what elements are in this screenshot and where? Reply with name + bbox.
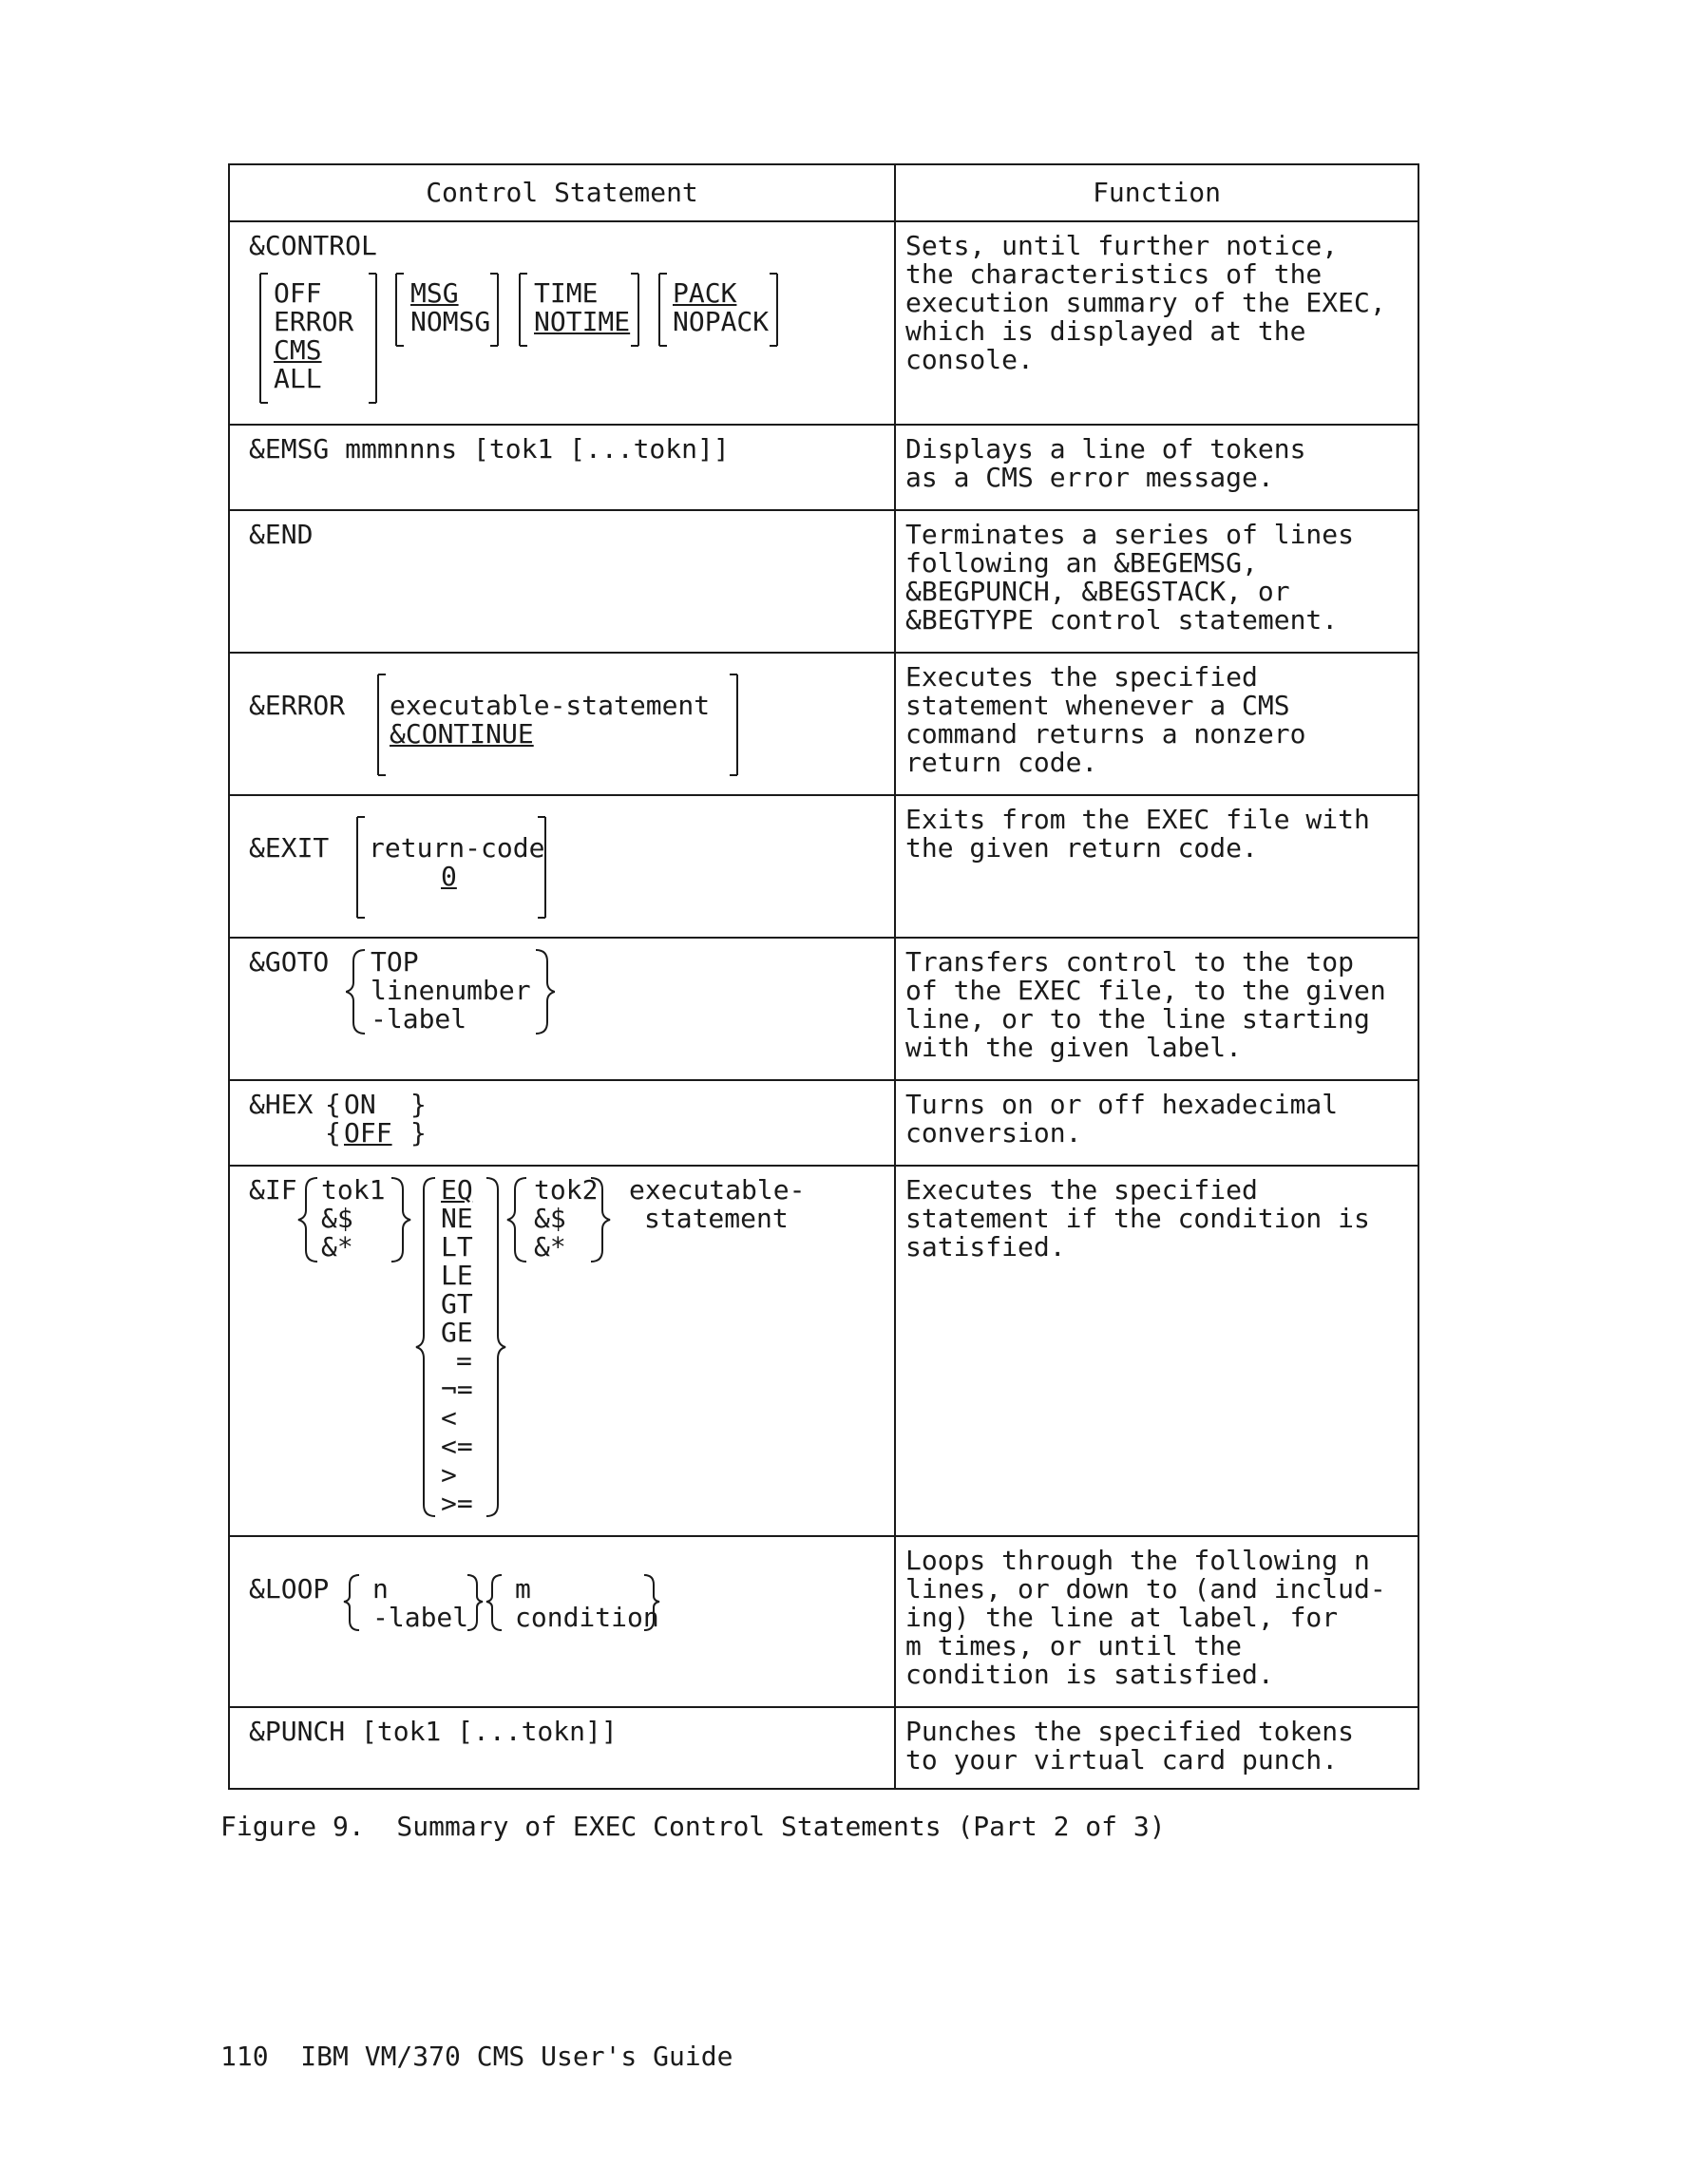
action-line: executable-	[629, 1174, 806, 1206]
operator-less-equal: <=	[441, 1431, 473, 1462]
option-return-code: return-code	[369, 832, 545, 864]
close-brace: }	[410, 1117, 427, 1149]
function-line: Punches the specified tokens	[905, 1716, 1355, 1747]
statement-emsg: &EMSG mmmnnns [tok1 [...tokn]]	[249, 433, 730, 465]
function-line: m times, or until the	[905, 1630, 1243, 1662]
operand-amp-star: &*	[534, 1231, 566, 1263]
function-line: to your virtual card punch.	[905, 1744, 1339, 1776]
function-line: of the EXEC file, to the given	[905, 975, 1386, 1006]
function-line: console.	[905, 344, 1034, 375]
function-line: &BEGPUNCH, &BEGSTACK, or	[905, 576, 1290, 607]
operand-amp-star: &*	[321, 1231, 353, 1263]
option-on: ON	[344, 1089, 376, 1120]
control-statement-cell	[230, 939, 896, 1079]
option-cms: CMS	[274, 334, 322, 366]
close-brace: }	[410, 1089, 427, 1120]
control-statement-cell	[230, 511, 896, 652]
table-row-error	[230, 654, 1418, 796]
keyword-if: &IF	[249, 1174, 297, 1206]
operator-ge: GE	[441, 1317, 473, 1348]
function-line: lines, or down to (and includ-	[905, 1573, 1386, 1605]
header-function: Function	[1093, 177, 1221, 208]
operator-less: <	[441, 1402, 457, 1434]
control-statement-cell	[230, 796, 896, 937]
operator-greater-equal: >=	[441, 1488, 473, 1519]
function-cell	[896, 1537, 1418, 1706]
table-row-goto	[230, 939, 1418, 1081]
function-line: &BEGTYPE control statement.	[905, 604, 1339, 636]
action-line: statement	[644, 1203, 789, 1234]
control-statement-cell	[230, 1081, 896, 1165]
operand-amp-dollar: &$	[321, 1203, 353, 1234]
function-line: Sets, until further notice,	[905, 230, 1339, 261]
control-statement-cell	[230, 1708, 896, 1788]
function-line: command returns a nonzero	[905, 718, 1306, 750]
option-notime: NOTIME	[534, 306, 631, 337]
option-condition: condition	[515, 1602, 659, 1633]
table-row-control	[230, 222, 1418, 426]
function-cell	[896, 1081, 1418, 1165]
option-zero: 0	[441, 861, 457, 892]
keyword-error: &ERROR	[249, 690, 346, 721]
operator-greater: >	[441, 1459, 457, 1491]
function-cell	[896, 939, 1418, 1079]
keyword-loop: &LOOP	[249, 1573, 330, 1605]
option-linenumber: linenumber	[371, 975, 531, 1006]
function-line: which is displayed at the	[905, 315, 1306, 347]
function-line: Executes the specified	[905, 661, 1258, 693]
table-row-punch	[230, 1708, 1418, 1788]
statement-punch: &PUNCH [tok1 [...tokn]]	[249, 1716, 618, 1747]
function-line: Exits from the EXEC file with	[905, 804, 1370, 835]
keyword-control: &CONTROL	[249, 230, 377, 261]
function-line: Transfers control to the top	[905, 946, 1355, 978]
option-executable-statement: executable-statement	[390, 690, 711, 721]
table-row-end	[230, 511, 1418, 654]
function-cell	[896, 1167, 1418, 1535]
operand-amp-dollar: &$	[534, 1203, 566, 1234]
option-all: ALL	[274, 363, 322, 394]
option-nomsg: NOMSG	[410, 306, 491, 337]
function-line: the given return code.	[905, 832, 1258, 864]
table-row-exit	[230, 796, 1418, 939]
option-continue: &CONTINUE	[390, 718, 534, 750]
operand-tok1: tok1	[321, 1174, 386, 1206]
operator-ne: NE	[441, 1203, 473, 1234]
table-row-if	[230, 1167, 1418, 1537]
operator-equal: =	[456, 1345, 472, 1377]
function-line: Executes the specified	[905, 1174, 1258, 1206]
function-line: return code.	[905, 747, 1098, 778]
function-line: statement if the condition is	[905, 1203, 1370, 1234]
option-m: m	[515, 1573, 531, 1605]
keyword-hex: &HEX	[249, 1089, 314, 1120]
option-label: -label	[371, 1003, 467, 1035]
function-line: the characteristics of the	[905, 258, 1323, 290]
control-statement-cell	[230, 426, 896, 509]
option-off: OFF	[344, 1117, 392, 1149]
operator-lt: LT	[441, 1231, 473, 1263]
option-label: -label	[372, 1602, 469, 1633]
table-row-emsg	[230, 426, 1418, 511]
keyword-exit: &EXIT	[249, 832, 330, 864]
option-time: TIME	[534, 277, 599, 309]
table-header	[230, 165, 1418, 222]
function-line: Loops through the following n	[905, 1545, 1370, 1576]
function-line: as a CMS error message.	[905, 462, 1274, 493]
function-line: statement whenever a CMS	[905, 690, 1290, 721]
control-statement-table	[228, 163, 1419, 1790]
function-line: with the given label.	[905, 1032, 1243, 1063]
open-brace: {	[325, 1117, 341, 1149]
function-line: conversion.	[905, 1117, 1082, 1149]
option-pack: PACK	[673, 277, 737, 309]
function-line: satisfied.	[905, 1231, 1066, 1263]
operator-eq: EQ	[441, 1174, 473, 1206]
function-line: ing) the line at label, for	[905, 1602, 1339, 1633]
header-control-statement: Control Statement	[230, 165, 896, 220]
figure-caption: Figure 9. Summary of EXEC Control Statements (Part 2 of 3)	[220, 1811, 1166, 1842]
keyword-goto: &GOTO	[249, 946, 330, 978]
page-footer: 110 IBM VM/370 CMS User's Guide	[220, 2041, 733, 2072]
option-nopack: NOPACK	[673, 306, 770, 337]
control-statement-cell	[230, 1537, 896, 1706]
option-error: ERROR	[274, 306, 354, 337]
operator-not-equal: ¬=	[441, 1374, 473, 1405]
table-row-hex	[230, 1081, 1418, 1167]
keyword-end: &END	[249, 519, 314, 550]
function-cell	[896, 654, 1418, 794]
function-line: line, or to the line starting	[905, 1003, 1370, 1035]
function-cell	[896, 222, 1418, 424]
operand-tok2: tok2	[534, 1174, 599, 1206]
function-line: condition is satisfied.	[905, 1659, 1274, 1690]
table-row-loop	[230, 1537, 1418, 1708]
function-line: Displays a line of tokens	[905, 433, 1306, 465]
option-n: n	[372, 1573, 389, 1605]
function-cell	[896, 1708, 1418, 1788]
control-statement-cell	[230, 654, 896, 794]
operator-le: LE	[441, 1260, 473, 1291]
function-cell	[896, 511, 1418, 652]
function-line: following an &BEGEMSG,	[905, 547, 1258, 579]
control-statement-cell	[230, 1167, 896, 1535]
function-line: Terminates a series of lines	[905, 519, 1355, 550]
function-line: execution summary of the EXEC,	[905, 287, 1386, 318]
control-statement-cell	[230, 222, 896, 424]
function-line: Turns on or off hexadecimal	[905, 1089, 1339, 1120]
option-top: TOP	[371, 946, 419, 978]
option-msg: MSG	[410, 277, 459, 309]
option-off: OFF	[274, 277, 322, 309]
open-brace: {	[325, 1089, 341, 1120]
function-cell	[896, 796, 1418, 937]
operator-gt: GT	[441, 1288, 473, 1320]
function-cell	[896, 426, 1418, 509]
